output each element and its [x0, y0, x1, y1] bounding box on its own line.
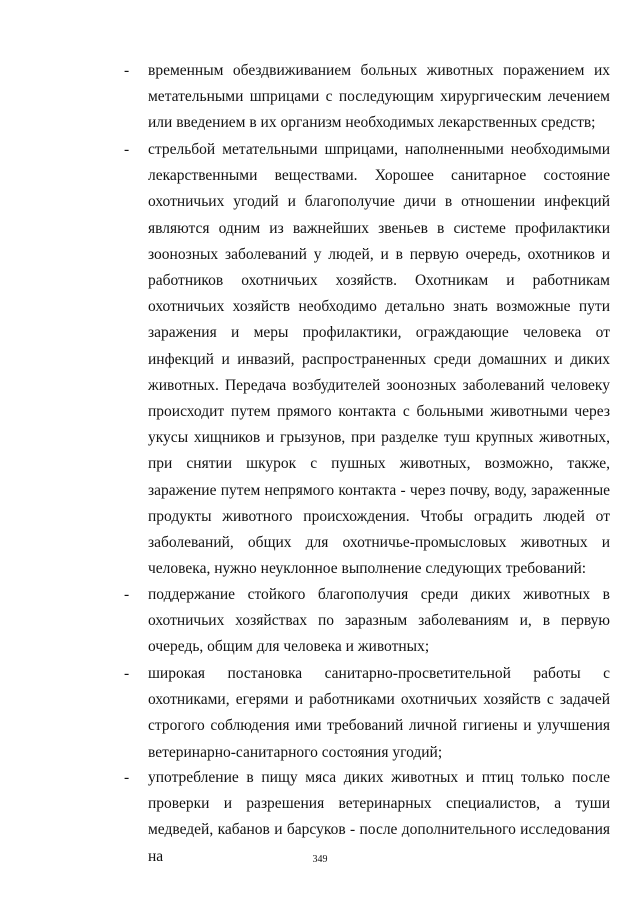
list-item-text: употребление в пищу мяса диких животных и птиц только после проверки и разрешения ветеринарных специалистов, а туши медведей, кабанов и барсуков - после дополнительного исследования на — [148, 769, 610, 865]
list-bullet: - — [124, 769, 130, 786]
list-bullet: - — [124, 586, 130, 603]
list-item-text: стрельбой метательными шприцами, наполненными необходимыми лекарственными веществами. Хорошее санитарное состояние охотничьих угодий и благополучие дичи в отношении инфекций являются одним из важнейших звеньев в системе профилактики зоонозных заболеваний у людей, и в первую очередь, охотников и работников охотничьих хозяйств. Охотникам и работникам охотничьих хозяйств необходимо детально знать возможные пути заражения и меры профилактики, ограждающие человека от инфекций и инвазий, распространенных среди домашних и диких животных. Передача возбудителей зоонозных заболеваний человеку происходит путем прямого контакта с больными животными через укусы хищников и грызунов, при разделке туш крупных животных, при снятии шкурок с пушных животных, возможно, также, заражение путем непрямого контакта - через почву, воду, зараженные продукты животного происхождения. Чтобы оградить людей от заболеваний, общих для охотничье-промысловых животных и человека, нужно неуклонное выполнение следующих требований: — [148, 141, 610, 578]
list-bullet: - — [124, 665, 130, 682]
page-number: 349 — [312, 854, 328, 865]
list-bullet: - — [124, 141, 130, 158]
list-bullet: - — [124, 62, 130, 79]
list-item-text: временным обездвиживанием больных животных поражением их метательными шприцами с последующим хирургическим лечением или введением в их организм необходимых лекарственных средств; — [148, 62, 610, 132]
list-item-text: поддержание стойкого благополучия среди диких животных в охотничьих хозяйствах по заразным заболеваниям и, в первую очередь, общим для человека и животных; — [148, 586, 610, 656]
list-item-text: широкая постановка санитарно-просветительной работы с охотниками, егерями и работниками охотничьих хозяйств с задачей строгого соблюдения ими требований личной гигиены и улучшения ветеринарно-санитарного состояния угодий; — [148, 665, 610, 761]
